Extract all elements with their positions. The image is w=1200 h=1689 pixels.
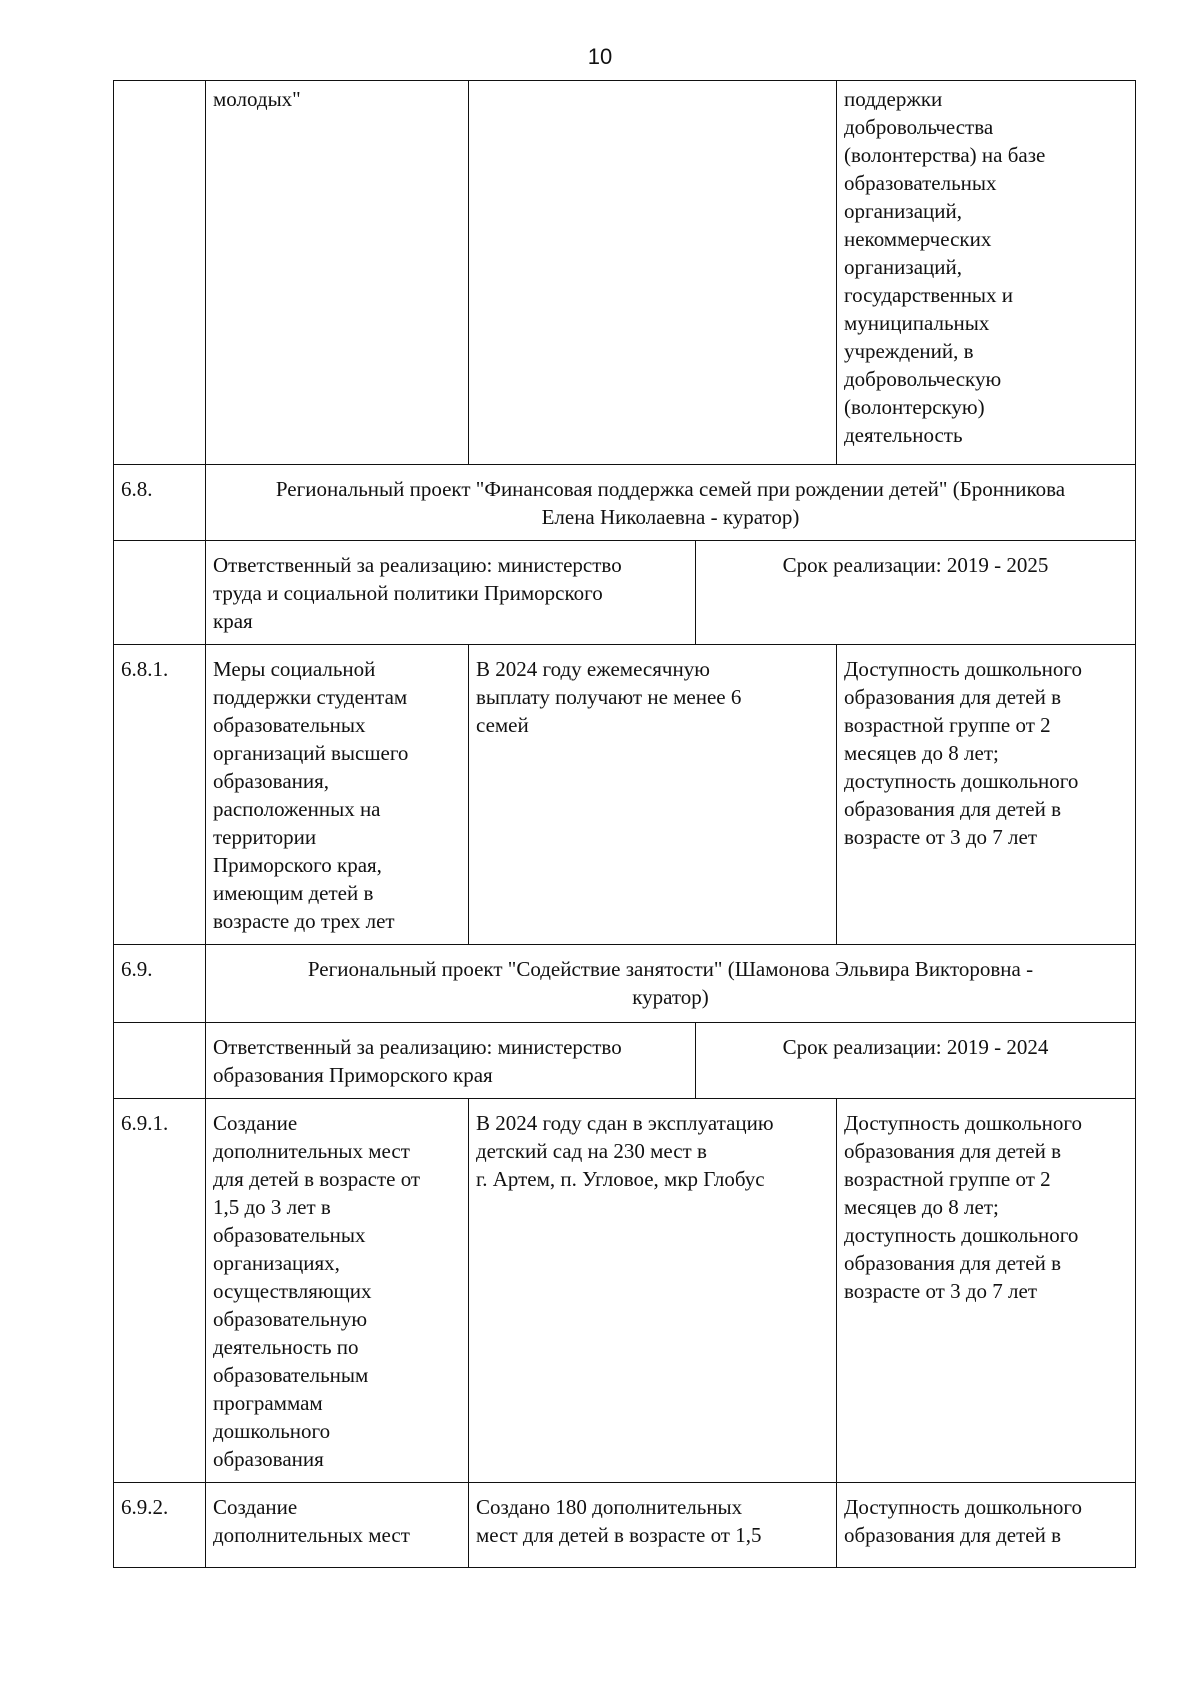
table-cell-indicator: Доступность дошкольного образования для детей в возрастной группе от 2 месяцев до 8 лет; доступность дошкольного образования для детей в возрасте от 3 до 7 лет <box>837 645 1136 945</box>
table-cell-measure: Меры социальной поддержки студентам образовательных организаций высшего образования, расположенных на территории Приморского края, имеющим детей в возрасте до трех лет <box>206 645 469 945</box>
measures-table <box>113 80 1136 1568</box>
table-cell-result <box>469 81 837 465</box>
table-cell-indicator: поддержки добровольчества (волонтерства) на базе образовательных организаций, некоммерческих организаций, государственных и муниципальных учреждений, в добровольческую (волонтерскую) деятельность <box>837 81 1136 465</box>
table-cell-number: 6.8. <box>114 465 206 541</box>
table-cell-result: В 2024 году ежемесячную выплату получают не менее 6 семей <box>469 645 837 945</box>
table-cell-number: 6.9. <box>114 945 206 1023</box>
project-title: Региональный проект "Содействие занятости" (Шамонова Эльвира Викторовна - куратор) <box>206 945 1136 1023</box>
table-cell-measure: молодых" <box>206 81 469 465</box>
table-cell-number <box>114 541 206 645</box>
table-cell-number <box>114 81 206 465</box>
responsible-text: Ответственный за реализацию: министерство труда и социальной политики Приморского края <box>206 541 696 645</box>
table-cell-measure: Создание дополнительных мест для детей в возрасте от 1,5 до 3 лет в образовательных организациях, осуществляющих образовательную деятельность по образовательным программам дошкольного образования <box>206 1099 469 1483</box>
table-cell-number: 6.9.2. <box>114 1483 206 1568</box>
project-title: Региональный проект "Финансовая поддержка семей при рождении детей" (Бронникова Елена Николаевна - куратор) <box>206 465 1136 541</box>
responsible-text: Ответственный за реализацию: министерство образования Приморского края <box>206 1023 696 1099</box>
table-cell-result: В 2024 году сдан в эксплуатацию детский сад на 230 мест в г. Артем, п. Угловое, мкр Глобус <box>469 1099 837 1483</box>
page-number: 10 <box>587 44 613 69</box>
table-cell-number: 6.9.1. <box>114 1099 206 1483</box>
table-cell-indicator: Доступность дошкольного образования для детей в возрастной группе от 2 месяцев до 8 лет; доступность дошкольного образования для детей в возрасте от 3 до 7 лет <box>837 1099 1136 1483</box>
table-cell-number <box>114 1023 206 1099</box>
term-text: Срок реализации: 2019 - 2025 <box>696 541 1136 645</box>
table-cell-number: 6.8.1. <box>114 645 206 945</box>
table-cell-measure: Создание дополнительных мест <box>206 1483 469 1568</box>
term-text: Срок реализации: 2019 - 2024 <box>696 1023 1136 1099</box>
table-cell-indicator: Доступность дошкольного образования для детей в <box>837 1483 1136 1568</box>
table-cell-result: Создано 180 дополнительных мест для детей в возрасте от 1,5 <box>469 1483 837 1568</box>
